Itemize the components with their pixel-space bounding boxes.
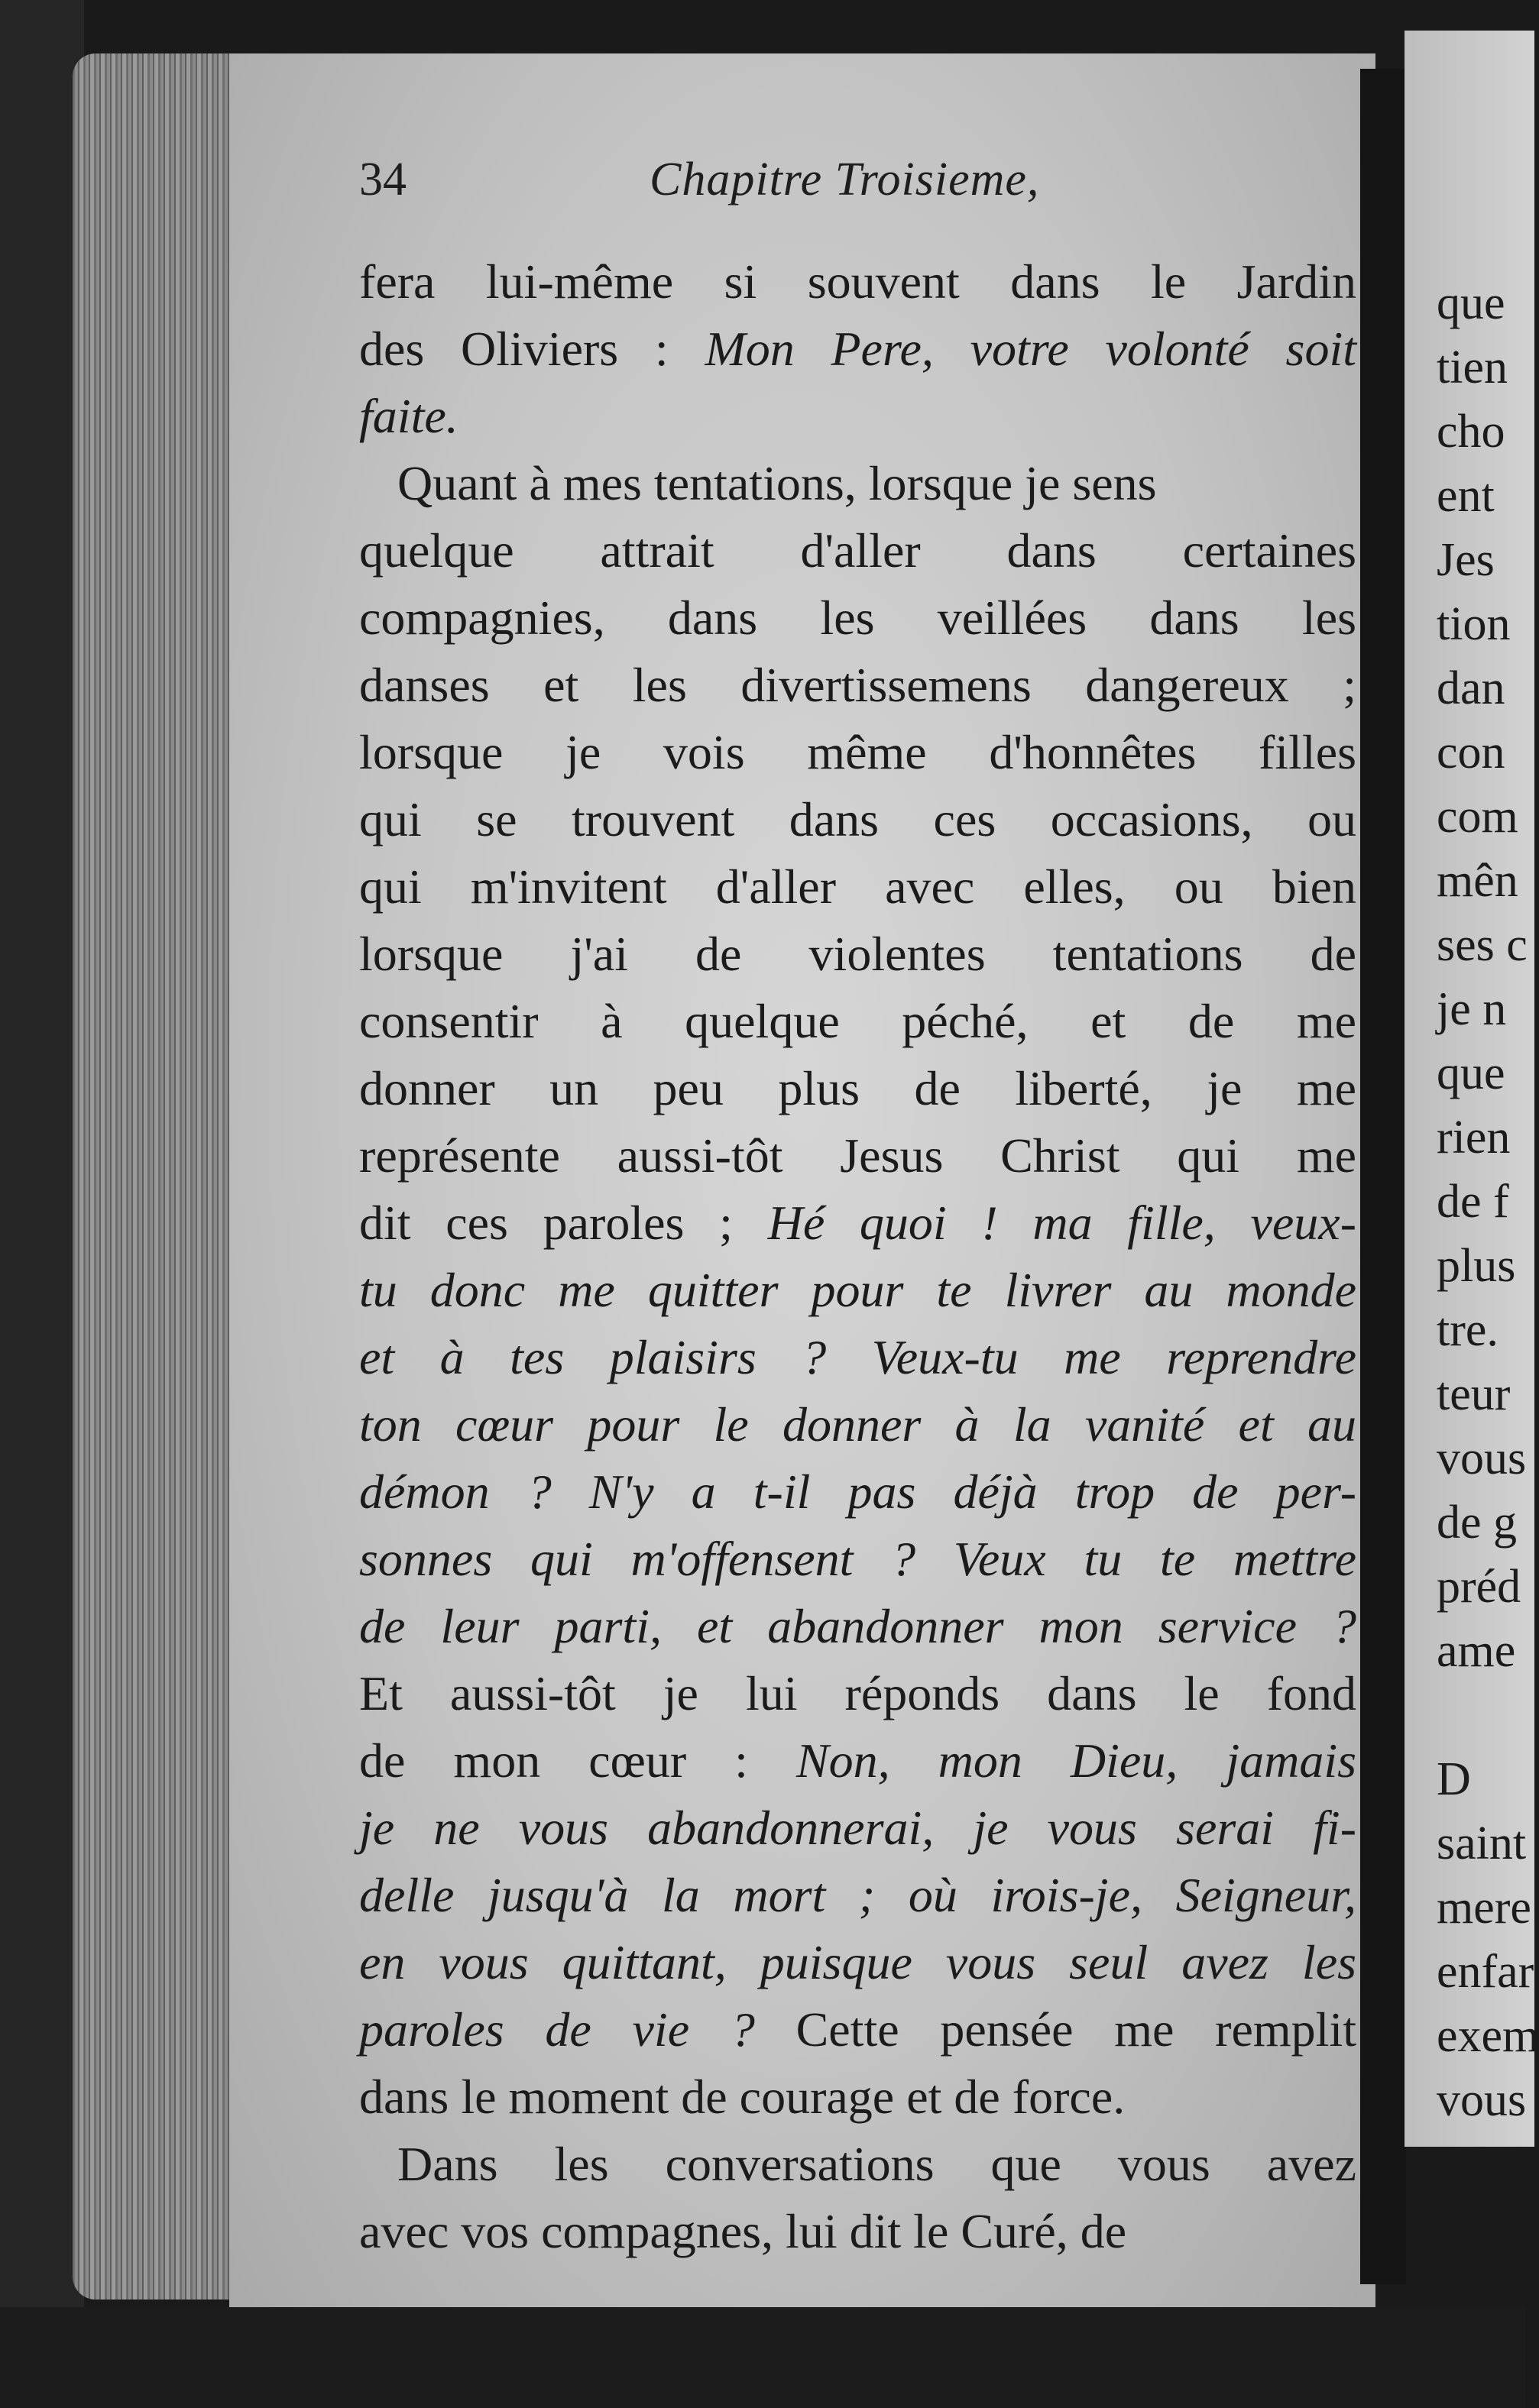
italic-segment: Non, mon Dieu, jamais <box>795 1733 1357 1788</box>
italic-segment: ton cœur pour le donner à la vanité et au <box>359 1397 1356 1452</box>
text-line <box>359 1526 1356 1593</box>
text-line <box>359 988 1356 1055</box>
text-line <box>359 1929 1356 1996</box>
text-line <box>359 248 1356 316</box>
facing-page-fragment: exem <box>1437 2010 1539 2062</box>
text-line <box>359 2063 1356 2131</box>
italic-segment: Hé quoi ! ma fille, veux- <box>767 1196 1357 1250</box>
text-line <box>359 2198 1356 2265</box>
text-line <box>359 719 1356 786</box>
text-line <box>359 1324 1356 1391</box>
italic-segment: je ne vous abandonnerai, je vous serai fi- <box>359 1801 1356 1855</box>
facing-page-fragment: tion <box>1437 598 1511 650</box>
facing-page-fragment: D <box>1437 1753 1471 1805</box>
text-line <box>359 1257 1356 1324</box>
italic-segment: paroles de vie ? <box>359 2002 755 2057</box>
roman-segment: qui se trouvent dans ces occasions, ou <box>359 792 1356 846</box>
facing-page-fragment: tien <box>1437 341 1508 393</box>
facing-page-fragment: je n <box>1437 983 1507 1035</box>
roman-segment: des Oliviers : <box>359 322 705 376</box>
roman-segment: Cette pensée me remplit <box>754 2002 1357 2057</box>
text-line <box>359 383 1356 450</box>
text-line <box>359 316 1356 383</box>
facing-page-text <box>1437 271 1539 2132</box>
italic-segment: sonnes qui m'offensent ? Veux tu te mettre <box>359 1532 1356 1586</box>
text-line <box>359 652 1356 719</box>
roman-segment: Quant à mes tentations, lorsque je sens <box>397 456 1157 510</box>
roman-segment: quelque attrait d'aller dans certaines <box>359 523 1356 578</box>
text-line <box>359 786 1356 853</box>
roman-segment: Et aussi-tôt je lui réponds dans le fond <box>359 1666 1356 1720</box>
facing-page-fragment: vous <box>1437 1432 1527 1484</box>
facing-page-fragment: enfar <box>1437 1946 1534 1998</box>
italic-segment: en vous quittant, puisque vous seul avez les <box>359 1935 1356 1989</box>
roman-segment: dans le moment de courage et de force. <box>359 2070 1126 2124</box>
text-line <box>359 1189 1356 1257</box>
text-line <box>359 921 1356 988</box>
facing-page-fragment: com <box>1437 791 1518 843</box>
roman-segment: fera lui-même si souvent dans le Jardin <box>359 254 1356 309</box>
scan-bottom-margin <box>0 2307 1525 2408</box>
roman-segment: de mon cœur : <box>359 1733 796 1788</box>
text-line <box>359 1391 1356 1458</box>
facing-page-fragment: tre. <box>1437 1304 1498 1356</box>
text-line <box>359 1593 1356 1660</box>
facing-page-fragment: que <box>1437 1047 1505 1099</box>
facing-page-fragment: rien <box>1437 1112 1511 1164</box>
facing-page-fragment: con <box>1437 727 1505 778</box>
facing-page-fragment: cho <box>1437 406 1505 458</box>
roman-segment: lorsque j'ai de violentes tentations de <box>359 927 1356 981</box>
page-number: 34 <box>359 154 407 206</box>
facing-page-fragment: mên <box>1437 855 1518 907</box>
roman-segment: dit ces paroles ; <box>359 1196 768 1250</box>
text-line <box>359 853 1356 921</box>
facing-page-fragment: ses c <box>1437 919 1528 971</box>
page-header <box>359 153 1353 214</box>
italic-segment: de leur parti, et abandonner mon service ? <box>359 1599 1356 1653</box>
roman-segment: avec vos compagnes, lui dit le Curé, de <box>359 2204 1127 2258</box>
book-gutter <box>1360 69 1406 2284</box>
facing-page-fragment: mere <box>1437 1882 1531 1934</box>
italic-segment: tu donc me quitter pour te livrer au monde <box>359 1263 1356 1317</box>
roman-segment: consentir à quelque péché, et de me <box>359 994 1356 1048</box>
facing-page-fragment <box>1437 1683 1528 1747</box>
facing-page-fragment: que <box>1437 277 1505 329</box>
text-line <box>359 584 1356 652</box>
roman-segment: qui m'invitent d'aller avec elles, ou bien <box>359 859 1356 914</box>
roman-segment: lorsque je vois même d'honnêtes filles <box>359 725 1356 779</box>
facing-page-fragment: plus <box>1437 1240 1516 1292</box>
facing-page-fragment: préd <box>1437 1561 1521 1613</box>
text-line <box>359 1055 1356 1122</box>
page-fore-edge <box>73 53 248 2300</box>
text-line <box>359 2131 1356 2198</box>
italic-segment: Mon Pere, votre volonté soit <box>705 322 1357 376</box>
running-head: Chapitre Troisieme, <box>650 154 1040 206</box>
text-line <box>359 517 1356 584</box>
italic-segment: faite. <box>359 389 458 443</box>
roman-segment: donner un peu plus de liberté, je me <box>359 1061 1356 1115</box>
italic-segment: delle jusqu'à la mort ; où irois-je, Seigneur, <box>359 1868 1356 1922</box>
text-line <box>359 450 1356 517</box>
text-line <box>359 1795 1356 1862</box>
body-text <box>359 248 1356 2265</box>
facing-page-fragment: dan <box>1437 662 1505 714</box>
text-line <box>359 1122 1356 1189</box>
roman-segment: danses et les divertissemens dangereux ; <box>359 658 1356 712</box>
text-line <box>359 1458 1356 1526</box>
facing-page-fragment: vous <box>1437 2074 1527 2126</box>
facing-page-fragment: ent <box>1437 470 1495 522</box>
text-line <box>359 1660 1356 1727</box>
facing-page-fragment: de g <box>1437 1497 1518 1549</box>
text-line <box>359 1727 1356 1795</box>
facing-page-fragment: saint <box>1437 1817 1527 1869</box>
scan-background <box>0 0 84 2408</box>
facing-page-fragment: Jes <box>1437 534 1495 586</box>
italic-segment: et à tes plaisirs ? Veux-tu me reprendre <box>359 1330 1356 1384</box>
facing-page-fragment: teur <box>1437 1368 1511 1420</box>
text-line <box>359 1862 1356 1929</box>
facing-page-fragment: de f <box>1437 1176 1509 1228</box>
roman-segment: Dans les conversations que vous avez <box>397 2137 1356 2191</box>
facing-page-fragment: ame <box>1437 1625 1516 1677</box>
text-line <box>359 1996 1356 2063</box>
roman-segment: représente aussi-tôt Jesus Christ qui me <box>359 1128 1356 1183</box>
roman-segment: compagnies, dans les veillées dans les <box>359 591 1356 645</box>
italic-segment: démon ? N'y a t-il pas déjà trop de per- <box>359 1465 1356 1519</box>
